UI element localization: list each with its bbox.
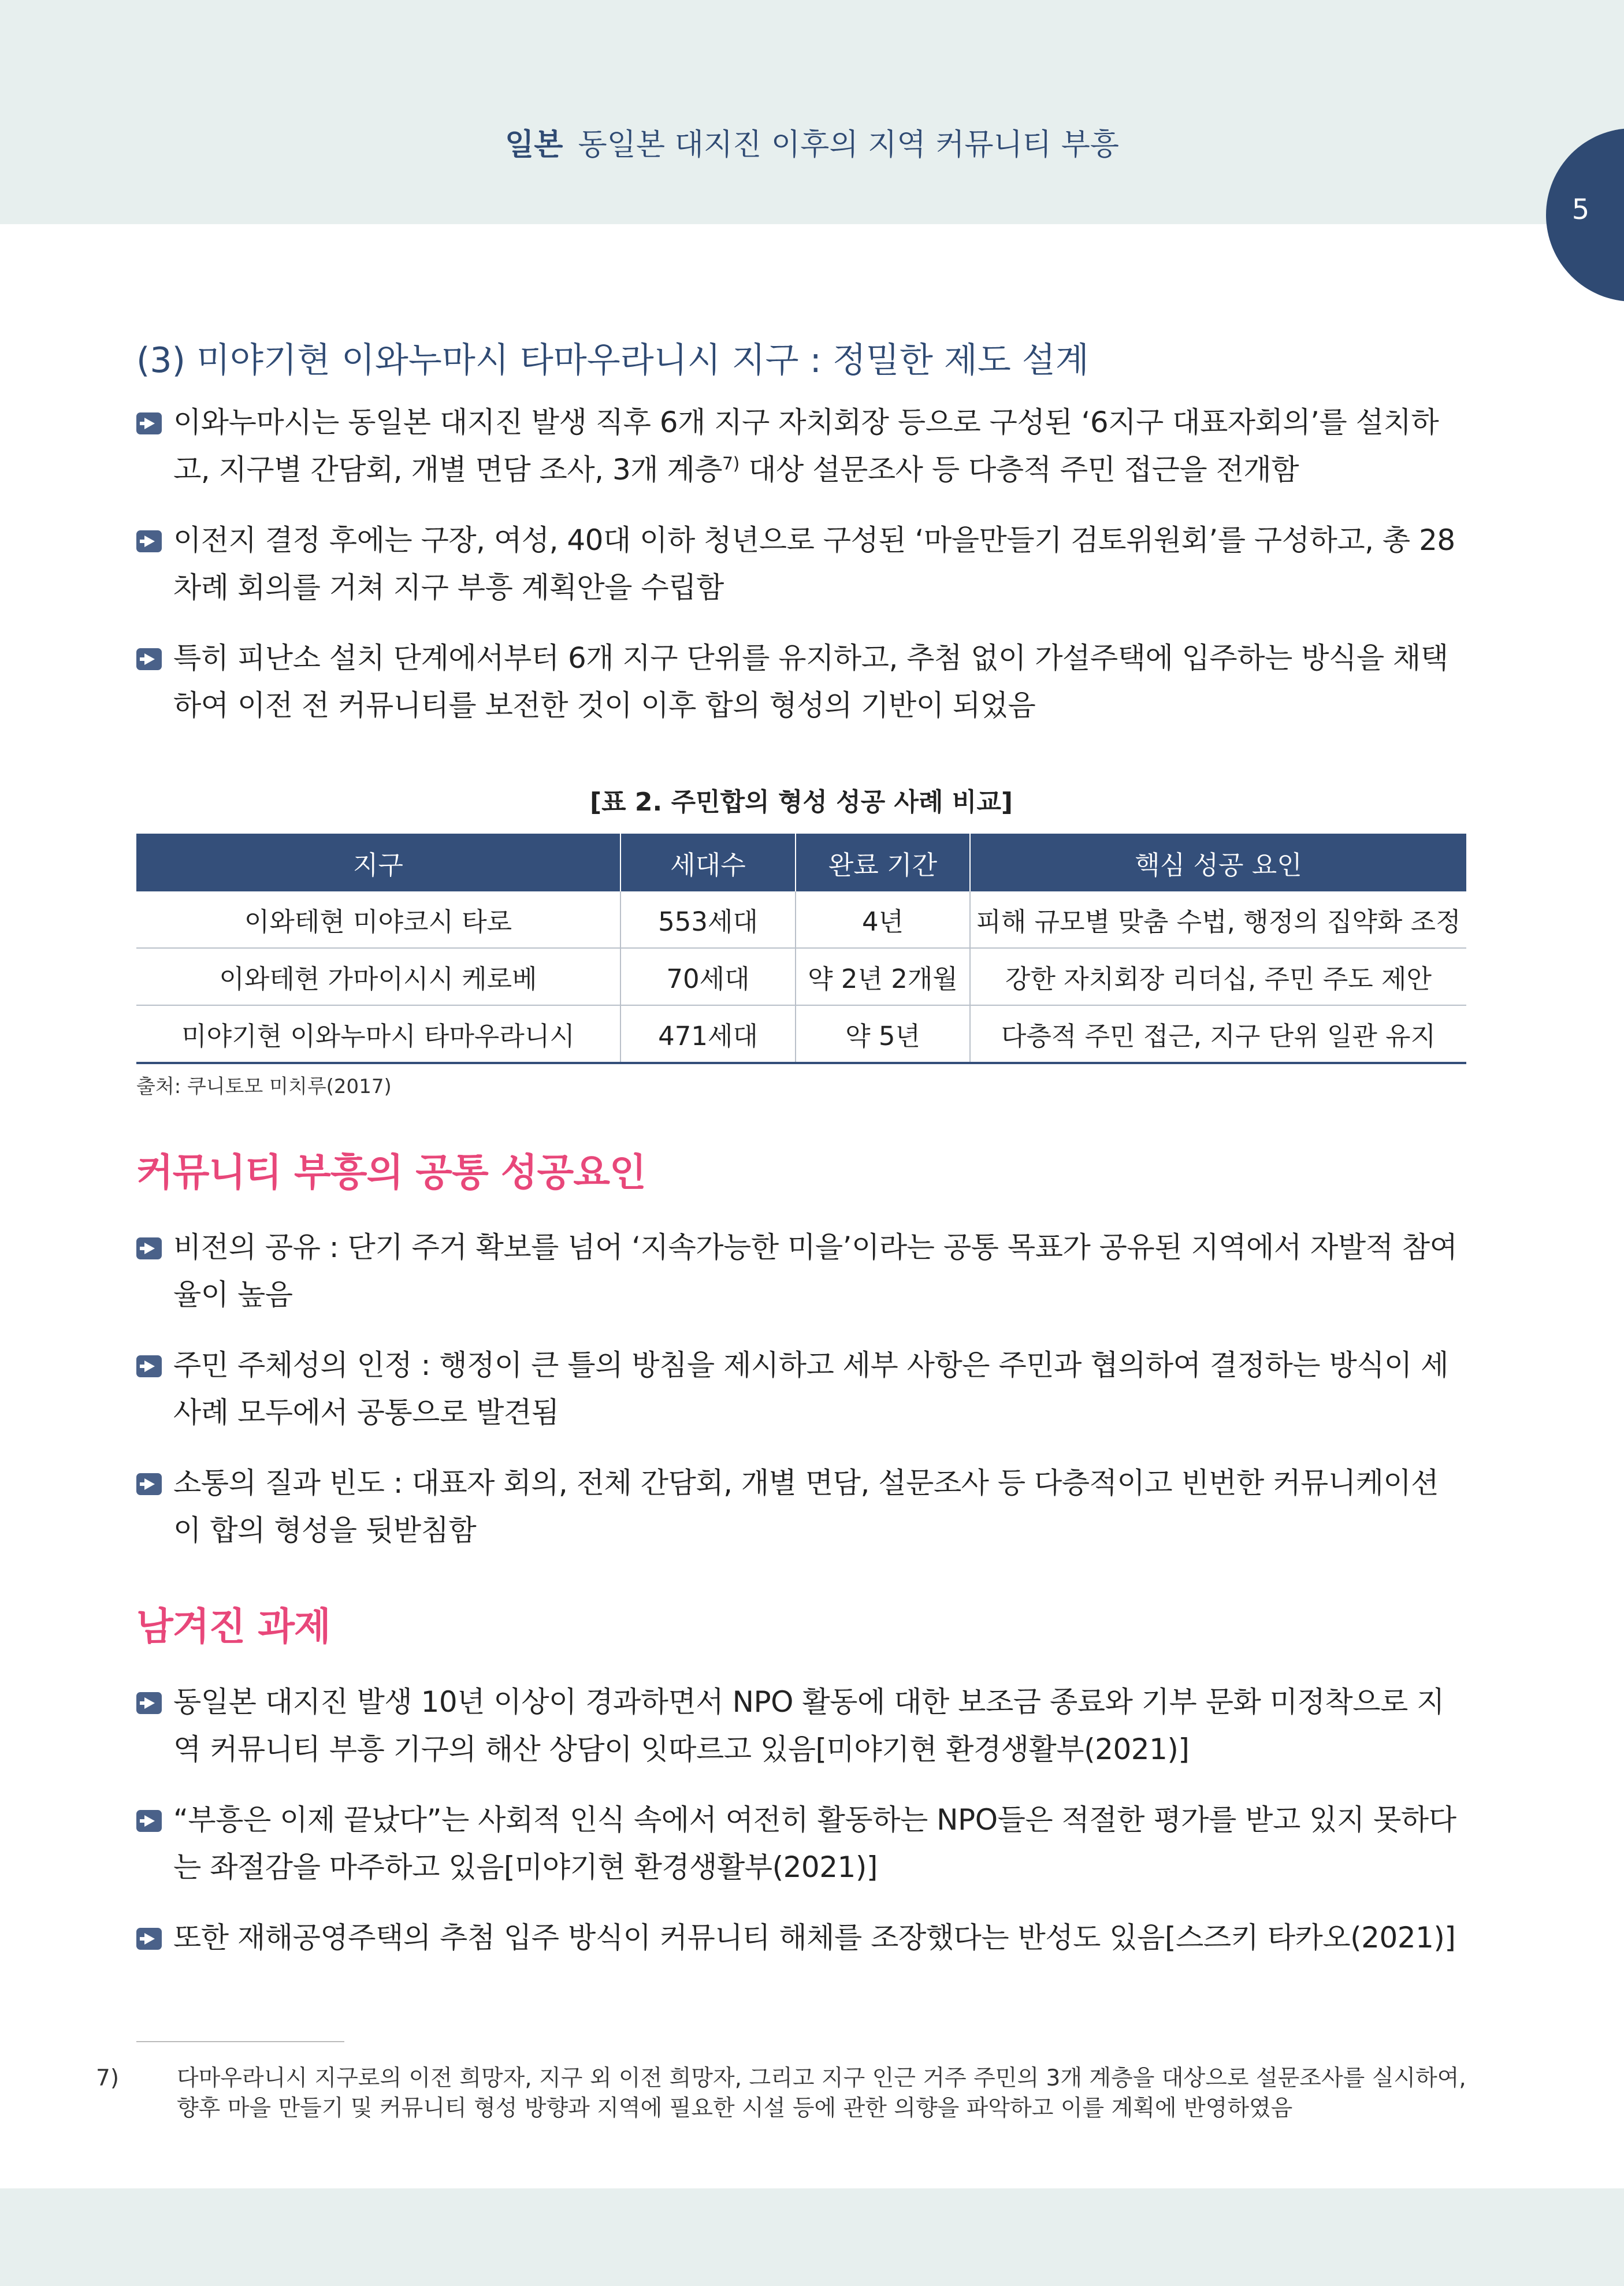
- table-row: [136, 1005, 1466, 1063]
- column-header: 세대수: [620, 834, 796, 891]
- arrow-right-icon: [136, 412, 162, 434]
- arrow-right-icon: [136, 1928, 162, 1950]
- bullet-text: 이와누마시는 동일본 대지진 발생 직후 6개 지구 자치회장 등으로 구성된 ‘6지구 대표자회의’를 설치하고, 지구별 간담회, 개별 면담 조사, 3개 계층: [173, 406, 1439, 486]
- subsection-heading: (3) 미야기현 이와누마시 타마우라니시 지구 : 정밀한 제도 설계: [136, 340, 1089, 381]
- list-item: [136, 1224, 1465, 1318]
- section-title-remaining-tasks: 남겨진 과제: [136, 1604, 330, 1649]
- table-caption: [표 2. 주민합의 형성 성공 사례 비교]: [589, 787, 1013, 817]
- table-cell: 4년: [796, 891, 970, 948]
- list-item: [136, 516, 1465, 611]
- arrow-right-icon: [136, 1237, 162, 1259]
- bullet-text: 이전지 결정 후에는 구장, 여성, 40대 이하 청년으로 구성된 ‘마을만들기 검토위원회’를 구성하고, 총 28차례 회의를 거쳐 지구 부흥 계획안을 수립함: [173, 523, 1455, 604]
- arrow-right-icon: [136, 1473, 162, 1495]
- bullet-text: “부흥은 이제 끝났다”는 사회적 인식 속에서 여전히 활동하는 NPO들은 적절한 평가를 받고 있지 못하다는 좌절감을 마주하고 있음[미야기현 환경생활부(2021)]: [173, 1803, 1456, 1884]
- list-item: [136, 399, 1465, 493]
- common-factors-bullets: [136, 1224, 1465, 1577]
- table-cell: 미야기현 이와누마시 타마우라니시: [136, 1005, 620, 1063]
- footnote-text: 다마우라니시 지구로의 이전 희망자, 지구 외 이전 희망자, 그리고 지구 인근 거주 주민의 3개 계층을 대상으로 설문조사를 실시하여, 향후 마을 만들기 및 커뮤니티 형성 방향과 지역에 필요한 시설 등에 관한 의향을 파악하고 이를 계획에 반영하였음: [177, 2065, 1466, 2121]
- header-country: 일본: [504, 128, 563, 162]
- table-header-row: [136, 834, 1466, 891]
- list-item: [136, 1796, 1465, 1891]
- bullet-text-tail: 대상 설문조사 등 다층적 주민 접근을 전개함: [739, 453, 1299, 486]
- column-header: 완료 기간: [796, 834, 970, 891]
- table-cell: 70세대: [620, 948, 796, 1005]
- bullet-text: 비전의 공유 : 단기 주거 확보를 넘어 ‘지속가능한 미을’이라는 공통 목표가 공유된 지역에서 자발적 참여율이 높음: [173, 1231, 1458, 1311]
- table-source: 출처: 쿠니토모 미치루(2017): [136, 1075, 392, 1098]
- header-band: [0, 0, 1624, 224]
- bullet-text: 소통의 질과 빈도 : 대표자 회의, 전체 간담회, 개별 면담, 설문조사 등 다층적이고 빈번한 커뮤니케이션이 합의 형성을 뒷받침함: [173, 1466, 1439, 1547]
- subsection-bullets: [136, 399, 1465, 752]
- table-cell: 이와테현 가마이시시 케로베: [136, 948, 620, 1005]
- list-item: [136, 1459, 1465, 1554]
- footnote-ref[interactable]: 7): [722, 454, 739, 474]
- page-number: 5: [1571, 194, 1590, 226]
- bullet-text: 또한 재해공영주택의 추첨 입주 방식이 커뮤니티 해체를 조장했다는 반성도 있음[스즈키 타카오(2021)]: [173, 1921, 1456, 1954]
- arrow-right-icon: [136, 1810, 162, 1832]
- table-cell: 이와테현 미야코시 타로: [136, 891, 620, 948]
- column-header: 지구: [136, 834, 620, 891]
- arrow-right-icon: [136, 1692, 162, 1714]
- footnote-divider: [136, 2041, 344, 2042]
- list-item: [136, 1914, 1465, 1961]
- arrow-right-icon: [136, 530, 162, 552]
- table-cell: 피해 규모별 맞춤 수법, 행정의 집약화 조정: [970, 891, 1466, 948]
- header-title: 동일본 대지진 이후의 지역 커뮤니티 부흥: [578, 128, 1120, 162]
- column-header: 핵심 성공 요인: [970, 834, 1466, 891]
- footnote: [96, 2064, 1466, 2124]
- table-cell: 약 2년 2개월: [796, 948, 970, 1005]
- bullet-text: 동일본 대지진 발생 10년 이상이 경과하면서 NPO 활동에 대한 보조금 종료와 기부 문화 미정착으로 지역 커뮤니티 부흥 기구의 해산 상담이 잇따르고 있음[미야기현 환경생활부(2021)]: [173, 1685, 1444, 1766]
- table-cell: 553세대: [620, 891, 796, 948]
- table-cell: 다층적 주민 접근, 지구 단위 일관 유지: [970, 1005, 1466, 1063]
- list-item: [136, 1341, 1465, 1436]
- footnote-number: 7): [96, 2065, 120, 2091]
- arrow-right-icon: [136, 648, 162, 670]
- list-item: [136, 634, 1465, 729]
- list-item: [136, 1678, 1465, 1773]
- table-cell: 약 5년: [796, 1005, 970, 1063]
- running-header: [0, 120, 1624, 163]
- remaining-tasks-bullets: [136, 1678, 1465, 1984]
- arrow-right-icon: [136, 1355, 162, 1377]
- comparison-table: [136, 834, 1466, 1064]
- footer-band: [0, 2188, 1624, 2286]
- table-row: [136, 891, 1466, 948]
- table-cell: 강한 자치회장 리더십, 주민 주도 제안: [970, 948, 1466, 1005]
- section-title-common-factors: 커뮤니티 부흥의 공통 성공요인: [136, 1150, 646, 1195]
- table-row: [136, 948, 1466, 1005]
- bullet-text: 주민 주체성의 인정 : 행정이 큰 틀의 방침을 제시하고 세부 사항은 주민과 협의하여 결정하는 방식이 세 사례 모두에서 공통으로 발견됨: [173, 1348, 1449, 1429]
- table-cell: 471세대: [620, 1005, 796, 1063]
- bullet-text: 특히 피난소 설치 단계에서부터 6개 지구 단위를 유지하고, 추첨 없이 가설주택에 입주하는 방식을 채택하여 이전 전 커뮤니티를 보전한 것이 이후 합의 형성의 기반이 되었음: [173, 641, 1448, 722]
